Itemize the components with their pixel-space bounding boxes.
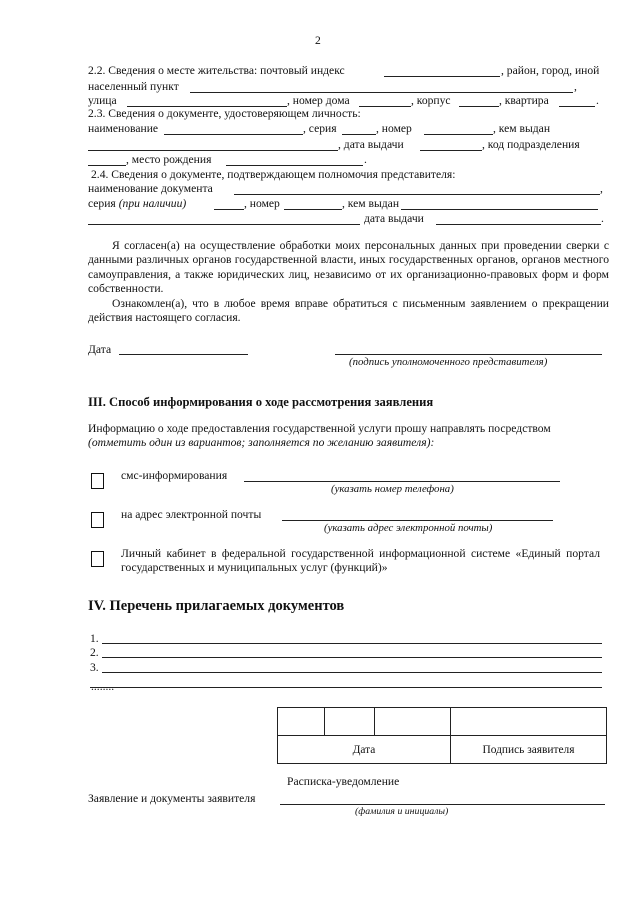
section-4-title: IV. Перечень прилагаемых документов (88, 598, 345, 614)
street-label: улица (88, 94, 117, 107)
consent-date-label: Дата (88, 343, 112, 356)
signature-label: Подпись заявителя (451, 736, 607, 764)
date-cell-2[interactable] (325, 708, 375, 736)
receipt-name-caption: (фамилия и инициалы) (355, 806, 449, 817)
phone-number-field[interactable] (244, 481, 560, 482)
consent-signature-caption: (подпись уполномоченного представителя) (349, 356, 548, 368)
gosuslugi-option-label: Личный кабинет в федеральной государственной информационной системе «Единый портал государственных и муниципальных услуг (функций)» (121, 547, 600, 575)
doc-list-line-4[interactable] (90, 687, 602, 688)
doc-list-line-1[interactable] (102, 643, 602, 644)
page-number: 2 (315, 34, 321, 47)
signature-cell[interactable] (451, 708, 607, 736)
sms-checkbox[interactable] (91, 473, 104, 489)
authority-dot: . (601, 212, 604, 225)
authority-issue-date-field[interactable] (436, 224, 601, 225)
building-field[interactable] (459, 106, 499, 107)
apartment-dot: . (596, 94, 599, 107)
section-3-intro: Информацию о ходе предоставления государственной услуги прошу направлять посредством (88, 422, 551, 435)
consent-paragraph-1: Я согласен(а) на осуществление обработки моих персональных данных при проведении сверки с данными различных органов государственной власти, иных государственных органов, органов местного самоуправления, а также юридических лиц, независимо от их организационно-правовых форм и форм собственности. (88, 239, 609, 296)
receipt-name-field[interactable] (280, 804, 605, 805)
email-option-label: на адрес электронной почты (121, 508, 262, 521)
settlement-comma: , (574, 80, 577, 93)
consent-date-field[interactable] (119, 354, 248, 355)
identity-series-label: , серия (303, 122, 337, 135)
identity-birthplace-label: , место рождения (126, 153, 212, 166)
postal-code-field[interactable] (384, 76, 500, 77)
identity-number-label: , номер (376, 122, 412, 135)
house-label: , номер дома (287, 94, 350, 107)
identity-name-field[interactable] (164, 134, 303, 135)
apartment-label: , квартира (499, 94, 549, 107)
applicant-signature-table (277, 707, 607, 764)
identity-number-field[interactable] (424, 134, 493, 135)
settlement-label: населенный пункт (88, 80, 179, 93)
identity-heading: 2.3. Сведения о документе, удостоверяющем личность: (88, 107, 361, 120)
consent-signature-field[interactable] (335, 354, 602, 355)
identity-issue-date-label: , дата выдачи (338, 138, 404, 151)
identity-name-label: наименование (88, 122, 159, 135)
receipt-text: Заявление и документы заявителя (88, 792, 256, 805)
residence-line1-end: , район, город, иной (501, 64, 600, 77)
authority-issued-by-field[interactable] (401, 209, 598, 210)
building-label: , корпус (411, 94, 451, 107)
house-field[interactable] (359, 106, 411, 107)
authority-series-label (88, 197, 186, 211)
doc-list-line-3[interactable] (102, 672, 602, 673)
identity-issued-by-field[interactable] (88, 150, 338, 151)
residence-line1-label: 2.2. Сведения о месте жительства: почтовый индекс (88, 64, 345, 77)
sms-option-label: смс-информирования (121, 469, 228, 482)
identity-issued-by-label: , кем выдан (493, 122, 551, 135)
date-cell-3[interactable] (375, 708, 451, 736)
email-address-field[interactable] (282, 520, 553, 521)
doc-list-item-1: 1. (90, 632, 99, 645)
identity-issue-date-field[interactable] (420, 150, 482, 151)
email-address-caption: (указать адрес электронной почты) (324, 522, 493, 534)
identity-division-code-label: , код подразделения (482, 138, 580, 151)
authority-doc-name-field[interactable] (234, 194, 600, 195)
section-3-title: III. Способ информирования о ходе рассмотрения заявления (88, 395, 434, 409)
authority-issued-by-label: , кем выдан (342, 197, 400, 210)
phone-number-caption: (указать номер телефона) (331, 483, 454, 495)
identity-birthplace-field[interactable] (226, 165, 363, 166)
doc-list-item-3: 3. (90, 661, 99, 674)
date-cell-1[interactable] (278, 708, 325, 736)
date-label: Дата (278, 736, 451, 764)
email-checkbox[interactable] (91, 512, 104, 528)
consent-paragraph-2: Ознакомлен(а), что в любое время вправе обратиться с письменным заявлением о прекращении действия настоящего согласия. (88, 297, 609, 325)
authority-if-any: (при наличии) (118, 197, 187, 210)
authority-series-text: серия (88, 197, 116, 210)
authority-heading: 2.4. Сведения о документе, подтверждающем полномочия представителя: (91, 168, 456, 181)
identity-division-code-field[interactable] (88, 165, 126, 166)
doc-list-line-2[interactable] (102, 657, 602, 658)
gosuslugi-checkbox[interactable] (91, 551, 104, 567)
doc-list-ellipsis: ........ (91, 680, 115, 693)
doc-list-item-2: 2. (90, 646, 99, 659)
apartment-field[interactable] (559, 106, 595, 107)
identity-series-field[interactable] (342, 134, 376, 135)
authority-number-label: , номер (244, 197, 280, 210)
authority-issued-by-field-2[interactable] (88, 224, 360, 225)
identity-dot: . (364, 153, 367, 166)
authority-comma: , (600, 182, 603, 195)
authority-doc-name-label: наименование документа (88, 182, 213, 195)
authority-issue-date-label: дата выдачи (364, 212, 424, 225)
settlement-field[interactable] (190, 92, 573, 93)
receipt-title: Расписка-уведомление (287, 775, 400, 788)
section-3-intro-note: (отметить один из вариантов; заполняется по желанию заявителя): (88, 436, 435, 449)
authority-number-field[interactable] (284, 209, 342, 210)
authority-series-field[interactable] (214, 209, 244, 210)
